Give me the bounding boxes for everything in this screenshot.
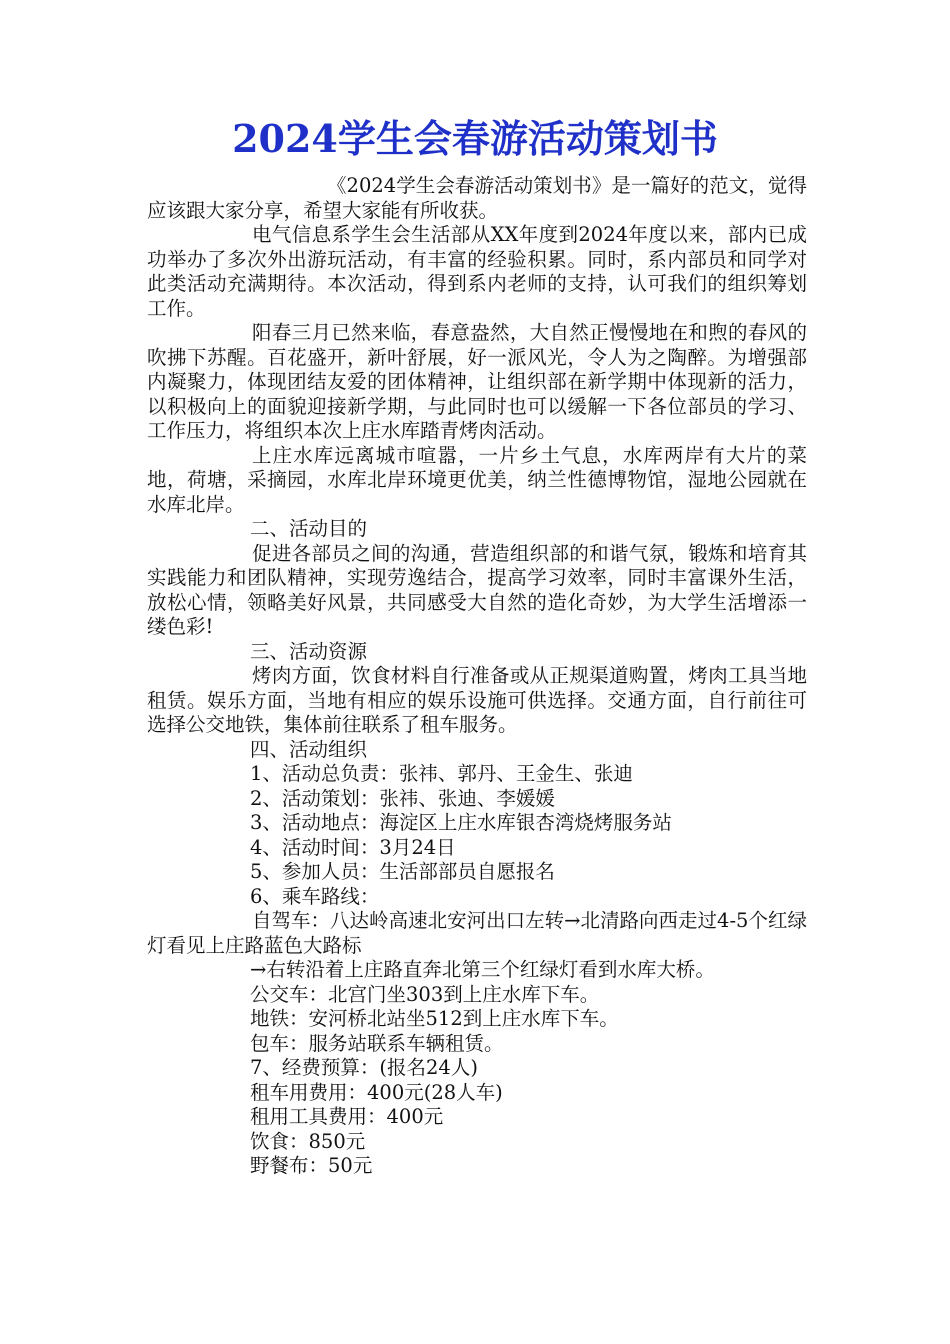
route-drive-continued: →右转沿着上庄路直奔北第三个红绿灯看到水库大桥。	[250, 958, 715, 981]
org-item: 5、参加人员：生活部部员自愿报名	[250, 860, 555, 883]
org-item: 3、活动地点：海淀区上庄水库银杏湾烧烤服务站	[250, 811, 672, 834]
spring-paragraph: 阳春三月已然来临，春意盎然，大自然正慢慢地在和煦的春风的吹拂下苏醒。百花盛开，新叶舒展，好一派风光，令人为之陶醉。为增强部内凝聚力，体现团结友爱的团体精神，让组织部在新学期中体现新的活力，以积极向上的面貌迎接新学期，与此同时也可以缓解一下各位部员的学习、工作压力，将组织本次上庄水库踏青烤肉活动。	[147, 321, 807, 442]
budget-item: 野餐布：50元	[250, 1154, 373, 1177]
budget-item: 饮食：850元	[250, 1129, 366, 1153]
org-item: 4、活动时间：3月24日	[250, 835, 456, 859]
section-heading-resources: 三、活动资源	[250, 639, 368, 663]
org-item: 1、活动总负责：张祎、郭丹、王金生、张迪	[250, 762, 633, 785]
budget-heading: 7、经费预算：(报名24人)	[250, 1056, 478, 1079]
route-item: 地铁：安河桥北站坐512到上庄水库下车。	[250, 1007, 619, 1030]
budget-item: 租车用费用：400元(28人车)	[250, 1080, 503, 1104]
purpose-paragraph: 促进各部员之间的沟通，营造组织部的和谐气氛，锻炼和培育其实践能力和团队精神，实现劳逸结合，提高学习效率，同时丰富课外生活，放松心情，领略美好风景，共同感受大自然的造化奇妙，为大学生活增添一缕色彩!	[147, 541, 807, 638]
intro-paragraph: 《2024学生会春游活动策划书》是一篇好的范文，觉得应该跟大家分享，希望大家能有所收获。	[147, 174, 807, 222]
resources-paragraph: 烤肉方面，饮食材料自行准备或从正规渠道购置，烤肉工具当地租赁。娱乐方面，当地有相应的娱乐设施可供选择。交通方面，自行前往可选择公交地铁，集体前往联系了租车服务。	[147, 664, 807, 736]
route-item: 包车：服务站联系车辆租赁。	[250, 1031, 504, 1055]
section-heading-purpose: 二、活动目的	[250, 517, 368, 540]
org-item: 2、活动策划：张祎、张迪、李媛媛	[250, 786, 555, 810]
document-body	[147, 174, 807, 1179]
route-item: 公交车：北宫门坐303到上庄水库下车。	[250, 982, 600, 1006]
org-item: 6、乘车路线：	[250, 884, 380, 908]
background-paragraph: 电气信息系学生会生活部从XX年度到2024年度以来，部内已成功举办了多次外出游玩活动，有丰富的经验积累。同时，系内部员和同学对此类活动充满期待。本次活动，得到系内老师的支持，认可我们的组织筹划工作。	[147, 223, 807, 320]
location-paragraph: 上庄水库远离城市喧嚣，一片乡土气息，水库两岸有大片的菜地，荷塘，采摘园，水库北岸环境更优美，纳兰性德博物馆，湿地公园就在水库北岸。	[147, 443, 807, 516]
section-heading-organization: 四、活动组织	[250, 737, 368, 761]
budget-item: 租用工具费用：400元	[250, 1105, 444, 1128]
route-drive: 自驾车：八达岭高速北安河出口左转→北清路向西走过4-5个红绿灯看见上庄路蓝色大路标	[147, 909, 807, 957]
document-title: 2024学生会春游活动策划书	[232, 116, 718, 161]
